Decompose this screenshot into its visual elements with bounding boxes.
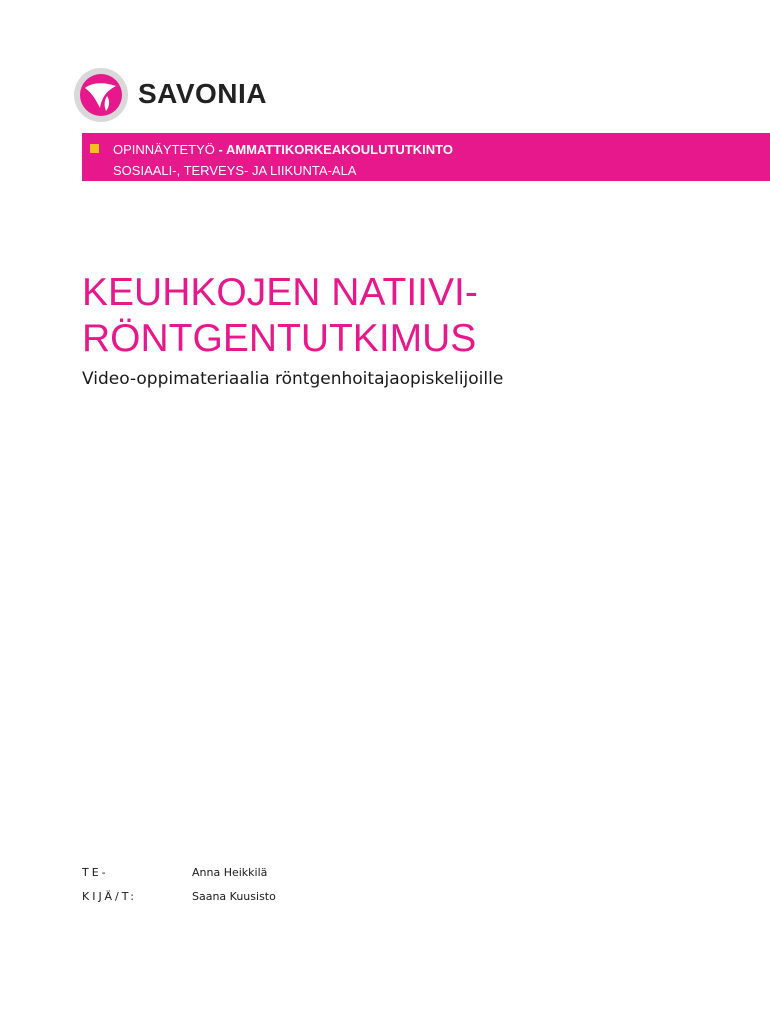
document-title (82, 270, 742, 362)
document-subtitle: Video-oppimateriaalia röntgenhoitajaopiskelijoille (82, 369, 504, 389)
thesis-separator: - (214, 142, 226, 157)
header-band (82, 133, 770, 181)
title-line-1: KEUHKOJEN NATIIVI- (82, 271, 478, 314)
author-name: Anna Heikkilä (192, 866, 268, 879)
thesis-label: OPINNÄYTETYÖ (113, 142, 215, 157)
field-label: SOSIAALI-, TERVEYS- JA LIIKUNTA-ALA (113, 163, 357, 178)
authors-label-line-1: TE- (82, 866, 109, 879)
thesis-type (113, 142, 453, 157)
savonia-logo (72, 66, 292, 124)
author-name: Saana Kuusisto (192, 890, 276, 903)
savonia-logo-icon (72, 66, 130, 124)
authors-label-line-2: KIJÄ/T: (82, 890, 137, 903)
bullet-square-icon (90, 144, 99, 153)
logo-wordmark: SAVONIA (138, 78, 267, 109)
degree-label: AMMATTIKORKEAKOULUTUTKINTO (225, 142, 453, 157)
title-line-2: RÖNTGENTUTKIMUS (82, 317, 477, 360)
